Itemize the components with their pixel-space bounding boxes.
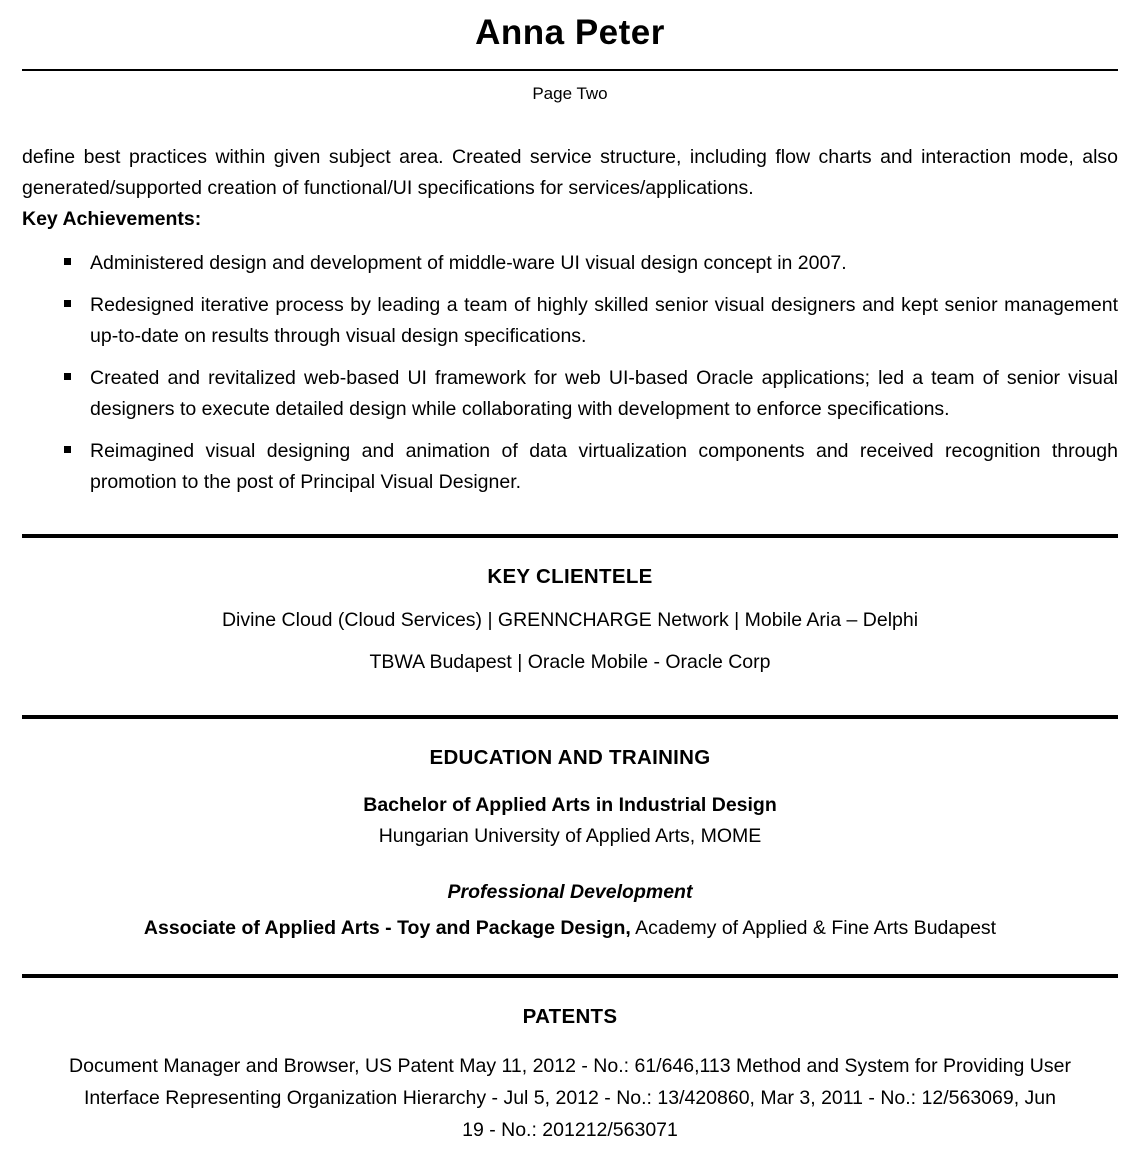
list-item (64, 290, 1118, 352)
patent-line: Interface Representing Organization Hierarchy - Jul 5, 2012 - No.: 13/420860, Mar 3, 2011 - No.: 12/563069, Jun (84, 1087, 1056, 1109)
associate-degree-text: Associate of Applied Arts - Toy and Package Design, (143, 917, 631, 939)
achievement-text: Created and revitalized web-based UI framework for web UI-based Oracle applications; led a team of senior visual designers to execute detailed design while collaborating with development to enforce specifications. (90, 367, 1118, 420)
education-heading: EDUCATION AND TRAINING (429, 746, 711, 769)
achievement-text: Reimagined visual designing and animation of data virtualization components and received recognition through promotion to the post of Principal Visual Designer. (90, 440, 1118, 493)
associate-school-text: Academy of Applied & Fine Arts Budapest (630, 917, 997, 939)
school-line: Hungarian University of Applied Arts, MOME (378, 825, 762, 847)
list-item (64, 436, 1118, 498)
clientele-line: TBWA Budapest | Oracle Mobile - Oracle Corp (369, 651, 771, 673)
list-item (64, 248, 1118, 279)
patents-heading: PATENTS (522, 1005, 618, 1028)
page-number-label: Page Two (532, 84, 608, 103)
clientele-line: Divine Cloud (Cloud Services) | GRENNCHARGE Network | Mobile Aria – Delphi (221, 609, 919, 631)
associate-line (22, 913, 1118, 944)
achievement-text: Administered design and development of middle-ware UI visual design concept in 2007. (90, 252, 847, 274)
bullet-square-icon (64, 258, 71, 265)
page-title: Anna Peter (475, 13, 665, 52)
list-item (64, 363, 1118, 425)
achievements-list (22, 248, 1118, 498)
patent-line: Document Manager and Browser, US Patent May 11, 2012 - No.: 61/646,113 Method and System for Providing User (69, 1055, 1071, 1077)
bullet-square-icon (64, 446, 71, 453)
section-divider (22, 715, 1118, 719)
degree-line: Bachelor of Applied Arts in Industrial Design (363, 794, 777, 816)
bullet-square-icon (64, 300, 71, 307)
professional-development-heading: Professional Development (447, 881, 693, 903)
section-divider (22, 534, 1118, 538)
key-achievements-label: Key Achievements: (22, 208, 202, 230)
key-clientele-heading: KEY CLIENTELE (487, 565, 653, 588)
section-divider (22, 974, 1118, 978)
title-rule-divider (22, 69, 1118, 71)
patents-block (22, 1050, 1118, 1146)
achievement-text: Redesigned iterative process by leading a team of highly skilled senior visual designers and kept senior management up-to-date on results through visual design specifications. (90, 294, 1118, 347)
resume-page (0, 12, 1140, 1152)
patent-line: 19 - No.: 201212/563071 (462, 1119, 678, 1141)
education-block (22, 790, 1118, 852)
bullet-square-icon (64, 373, 71, 380)
summary-paragraph: define best practices within given subject area. Created service structure, including flow charts and interaction mode, also generated/supported creation of functional/UI specifications for services/applications. (22, 146, 1118, 199)
